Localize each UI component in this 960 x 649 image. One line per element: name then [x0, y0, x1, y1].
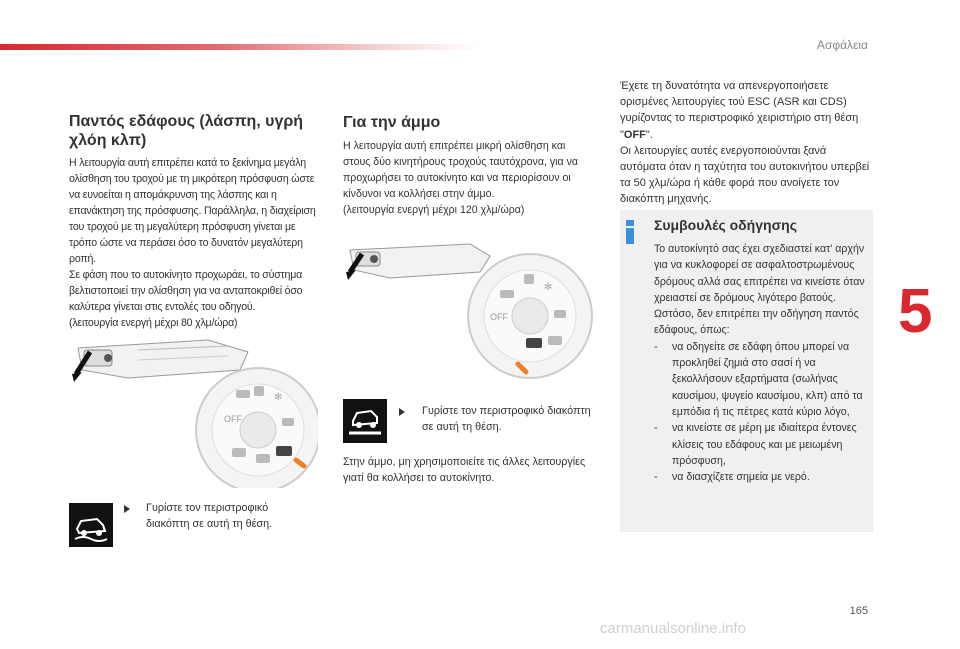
sand-title: Για την άμμο [343, 114, 441, 131]
sand-paragraph: Η λειτουργία αυτή επιτρέπει μικρή ολίσθηση και στους δύο κινητήρους τροχούς ταυτόχρονα, για να προχωρήσει το αυτοκίνητο και να περιορίσουν οι κίνδυνοι να κολλήσει στην άμμο. [343, 140, 579, 200]
svg-text:✻: ✻ [544, 282, 553, 293]
list-item: - να κινείστε σε μέρη με ιδιαίτερα έντονες κλίσεις του εδάφους και με μειωμένη πρόσφυση, [654, 420, 866, 469]
mud-instruction: Γυρίστε τον περιστροφικό διακόπτη σε αυτή τη θέση. [146, 502, 273, 530]
esc-note [620, 78, 875, 208]
dial-off-label: OFF [224, 414, 242, 424]
off-keyword: OFF [623, 128, 646, 141]
sand-instruction: Γυρίστε τον περιστροφικό διακόπτη σε αυτή τη θέση. [422, 405, 591, 433]
esc-note-line2: Οι λειτουργίες αυτές ενεργοποιούνται ξανά αυτόματα όταν η ταχύτητα του αυτοκινήτου υπερβεί τα 50 χλμ/ώρα ή κάθε φορά που ανοίγετε τον διακόπτη μηχανής. [620, 144, 870, 206]
driving-tips-box [620, 210, 873, 532]
page-number: 165 [849, 605, 868, 617]
dial-image [468, 254, 592, 378]
mud-mode-icon [69, 503, 113, 547]
car-sand-icon [343, 399, 387, 443]
mud-paragraph: (λειτουργία ενεργή μέχρι 80 χλμ/ώρα) [69, 317, 238, 329]
mud-paragraph: Η λειτουργία αυτή επιτρέπει κατά το ξεκίνημα μεγάλη ολίσθηση του τροχού με τη μικρότερη πρόσφυση ώστε να ευνοείται η απομάκρυνση της λάσπης και η επανάκτηση της πρόσφυσης. Παράλληλα, η διαχείριση του τροχού με τη μεγαλύτερη πρόσφυση γίνεται με τρόπο ώστε να περάσει όσο το δυνατόν μεγαλύτερη ροπή. [69, 157, 316, 265]
esc-note-line1: Έχετε τη δυνατότητα να απενεργοποιήσετε ορισμένες λειτουργίες τού ESC (ASR και CDS) γυρίζοντας το περιστροφικό χειριστήριο στη θέση "OFF". [620, 80, 859, 141]
watermark: carmanualsonline.info [600, 620, 746, 637]
tips-title: Συμβουλές οδήγησης [654, 217, 797, 233]
dashboard-image [346, 244, 490, 280]
header-accent-bar [0, 44, 480, 50]
dial-image [196, 368, 318, 488]
sand-warning-note: Στην άμμο, μη χρησιμοποιείτε τις άλλες λειτουργίες γιατί θα κολλήσει το αυτοκίνητο. [343, 456, 586, 484]
mud-description [69, 155, 324, 331]
car-mud-icon [69, 503, 113, 547]
sand-description [343, 138, 593, 218]
tips-body [654, 241, 866, 485]
bullet-arrow-icon [124, 505, 130, 513]
list-item: - να οδηγείτε σε εδάφη όπου μπορεί να προκληθεί ζημιά στο σασί ή να ξεκολλήσουν εξαρτήματα (σωλήνας καυσίμου, ψυγείο καυσίμου, κλπ) από τα εμπόδια ή τις πέτρες κατά κύριο λόγο, [654, 339, 866, 420]
mud-illustration [68, 330, 318, 488]
list-item: - να διασχίζετε σημεία με νερό. [654, 469, 866, 485]
tips-intro: Το αυτοκίνητό σας έχει σχεδιαστεί κατ' αρχήν για να κυκλοφορεί σε ασφαλτοστρωμένους δρόμους αλλά σας επιτρέπει να κινείστε όταν χρειαστεί σε δρόμους λιγότερο βατούς. Ωστόσο, δεν επιτρέπει την οδήγηση παντός εδάφους, όπως: [654, 243, 865, 337]
bullet-arrow-icon [399, 408, 405, 416]
sand-mode-icon [343, 399, 387, 443]
mud-title: Παντός εδάφους (λάσπη, υγρή χλόη κλπ) [69, 113, 304, 149]
info-icon [626, 220, 634, 244]
dial-off-label: OFF [490, 312, 508, 322]
tips-list [654, 339, 866, 486]
svg-text:✻: ✻ [274, 392, 283, 403]
sand-illustration [340, 236, 595, 394]
chapter-number: 5 [898, 277, 933, 346]
section-title: Ασφάλεια [816, 38, 868, 52]
mud-paragraph: Σε φάση που το αυτοκίνητο προχωράει, το σύστημα βελτιστοποιεί την ολίσθηση για να ανταποκριθεί όσο καλύτερα γίνεται στις εντολές του οδηγού. [69, 269, 303, 313]
sand-paragraph: (λειτουργία ενεργή μέχρι 120 χλμ/ώρα) [343, 204, 525, 216]
dashboard-image [72, 340, 248, 382]
